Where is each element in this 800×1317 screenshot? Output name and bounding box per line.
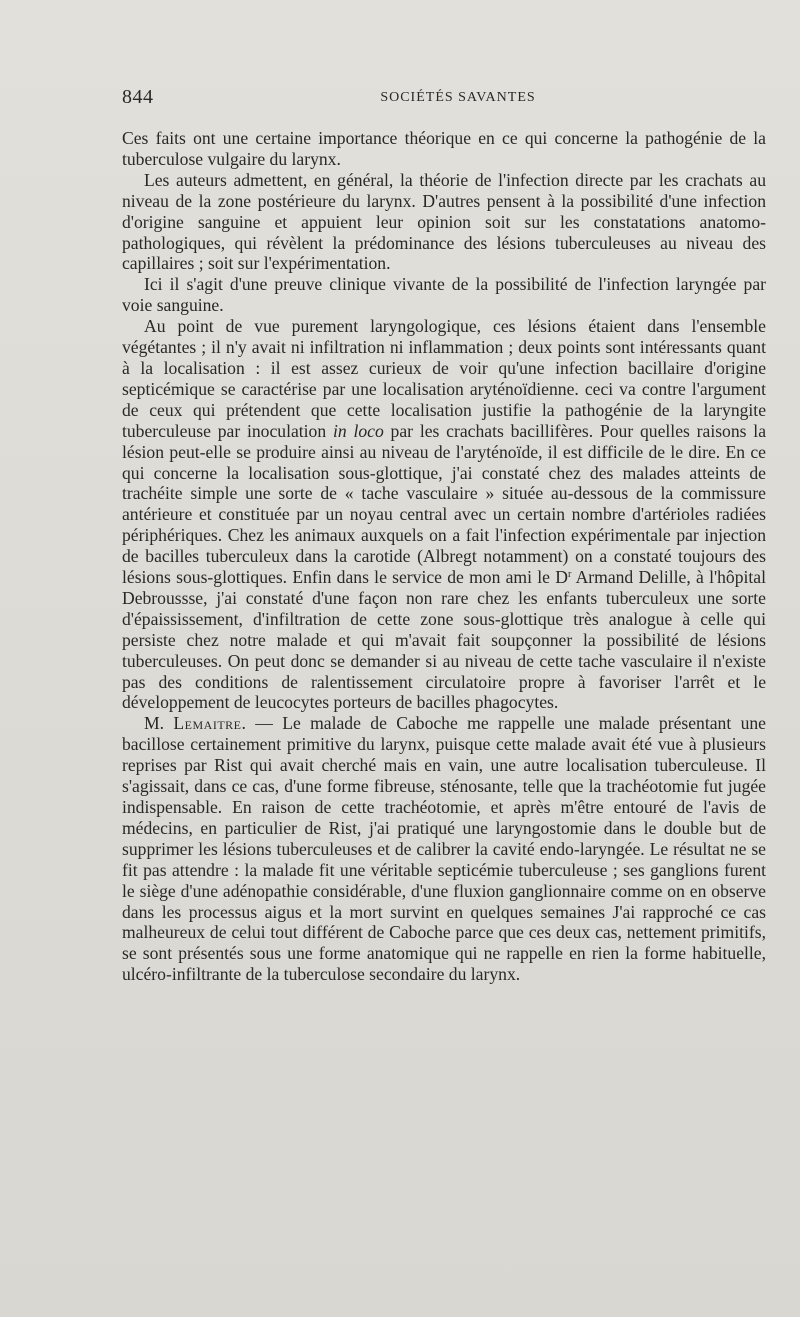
- paragraph-4-part-b: par les crachats bacillifères. Pour quelles raisons la lésion peut-elle se produire ainsi au niveau de l'aryténoïde, il est difficile de le dire. En ce qui concerne la localisation sous-glottique, j'ai constaté chez des malades atteints de trachéite simple une sorte de « tache vasculaire » située au-dessous de la commissure antérieure et constituée par un noyau central avec un certain nombre d'artérioles radiées périphériques. Chez les animaux auxquels on a fait l'infection expérimentale par injection de bacilles tuberculeux dans la carotide (Albregt notamment) on a constaté toujours des lésions sous-glottiques. Enfin dans le service de mon ami le D: [122, 420, 767, 588]
- speaker-prefix: M.: [144, 713, 174, 734]
- paragraph-2: Les auteurs admettent, en général, la théorie de l'infection directe par les crachats au niveau de la zone postérieure du larynx. D'autres pensent à la possibilité d'une infection d'origine sanguine et appuient leur opinion soit sur les constatations anatomo-pathologiques, qui révèlent la prédominance des lésions tuberculeuses au niveau des capillaires ; soit sur l'expérimentation.: [122, 169, 766, 274]
- paragraph-4-part-a: Au point de vue purement laryngologique, ces lésions étaient dans l'ensemble végétantes ; il n'y avait ni infiltration ni inflammation ; deux points sont intéressants quant à la localisation : il est assez curieux de voir qu'une infection bacillaire d'origine septicémique se caractérise par une localisation aryténoïdienne. ceci va contre l'argument de ceux qui prétendent que cette localisation justifie la pathogénie de la laryngite tuberculeuse par inoculation: [122, 316, 766, 441]
- superscript: r: [567, 569, 572, 581]
- paragraph-3: Ici il s'agit d'une preuve clinique vivante de la possibilité de l'infection laryngée par voie sanguine.: [122, 274, 766, 316]
- paragraph-4-part-c: Armand Delille, à l'hôpital Debroussse, j'ai constaté d'une façon non rare chez les enfants tuberculeux une sorte d'épaississement, d'infiltration de cette zone sous-glottique très analogue à celle qui persiste chez notre malade et qui m'avait fait soupçonner la possibilité de lésions tuberculeuses. On peut donc se demander si au niveau de cette tache vasculaire il n'existe pas des conditions de ralentissement circulatoire propre à favoriser l'arrêt et le développement de leucocytes porteurs de bacilles phagocytes.: [122, 567, 767, 713]
- page-header: [122, 86, 764, 110]
- paragraph-1: Ces faits ont une certaine importance théorique en ce qui concerne la pathogénie de la tuberculose vulgaire du larynx.: [122, 128, 766, 169]
- paragraph-5-text: . — Le malade de Caboche me rappelle une malade présentant une bacillose certainement primitive du larynx, puisque cette malade avait été vue à plusieurs reprises par Rist qui avait cherché mais en vain, une autre localisation tuberculeuse. Il s'agissait, dans ce cas, d'une forme fibreuse, sténosante, telle que la trachéotomie fut jugée indispensable. En raison de cette trachéotomie, et après m'être entouré de l'avis de médecins, en particulier de Rist, j'ai pratiqué une laryngostomie dans le double but de supprimer les lésions tuberculeuses et de calibrer la cavité endo-laryngée. Le résultat ne se fit pas attendre : la malade fit une véritable septicémie tuberculeuse ; ses ganglions furent le siège d'une adénopathie considérable, d'une fluxion ganglionnaire comme on en observe dans les processus aigus et la mort survint en quelques semaines J'ai rapproché ce cas malheureux de celui tout différent de Caboche parce que ces deux cas, nettement primitifs, se sont présentés sous une forme anatomique qui ne rappelle en rien la forme habituelle, ulcéro-infiltrante de la tuberculose secondaire du larynx.: [122, 713, 766, 985]
- page-number: 844: [122, 86, 154, 108]
- running-head: SOCIÉTÉS SAVANTES: [380, 90, 536, 105]
- paragraph-5: [122, 713, 766, 985]
- speaker-name: Lemaitre: [173, 713, 242, 734]
- italic-phrase: in loco: [332, 420, 384, 441]
- article-body: [122, 128, 766, 985]
- paragraph-4: [122, 316, 766, 713]
